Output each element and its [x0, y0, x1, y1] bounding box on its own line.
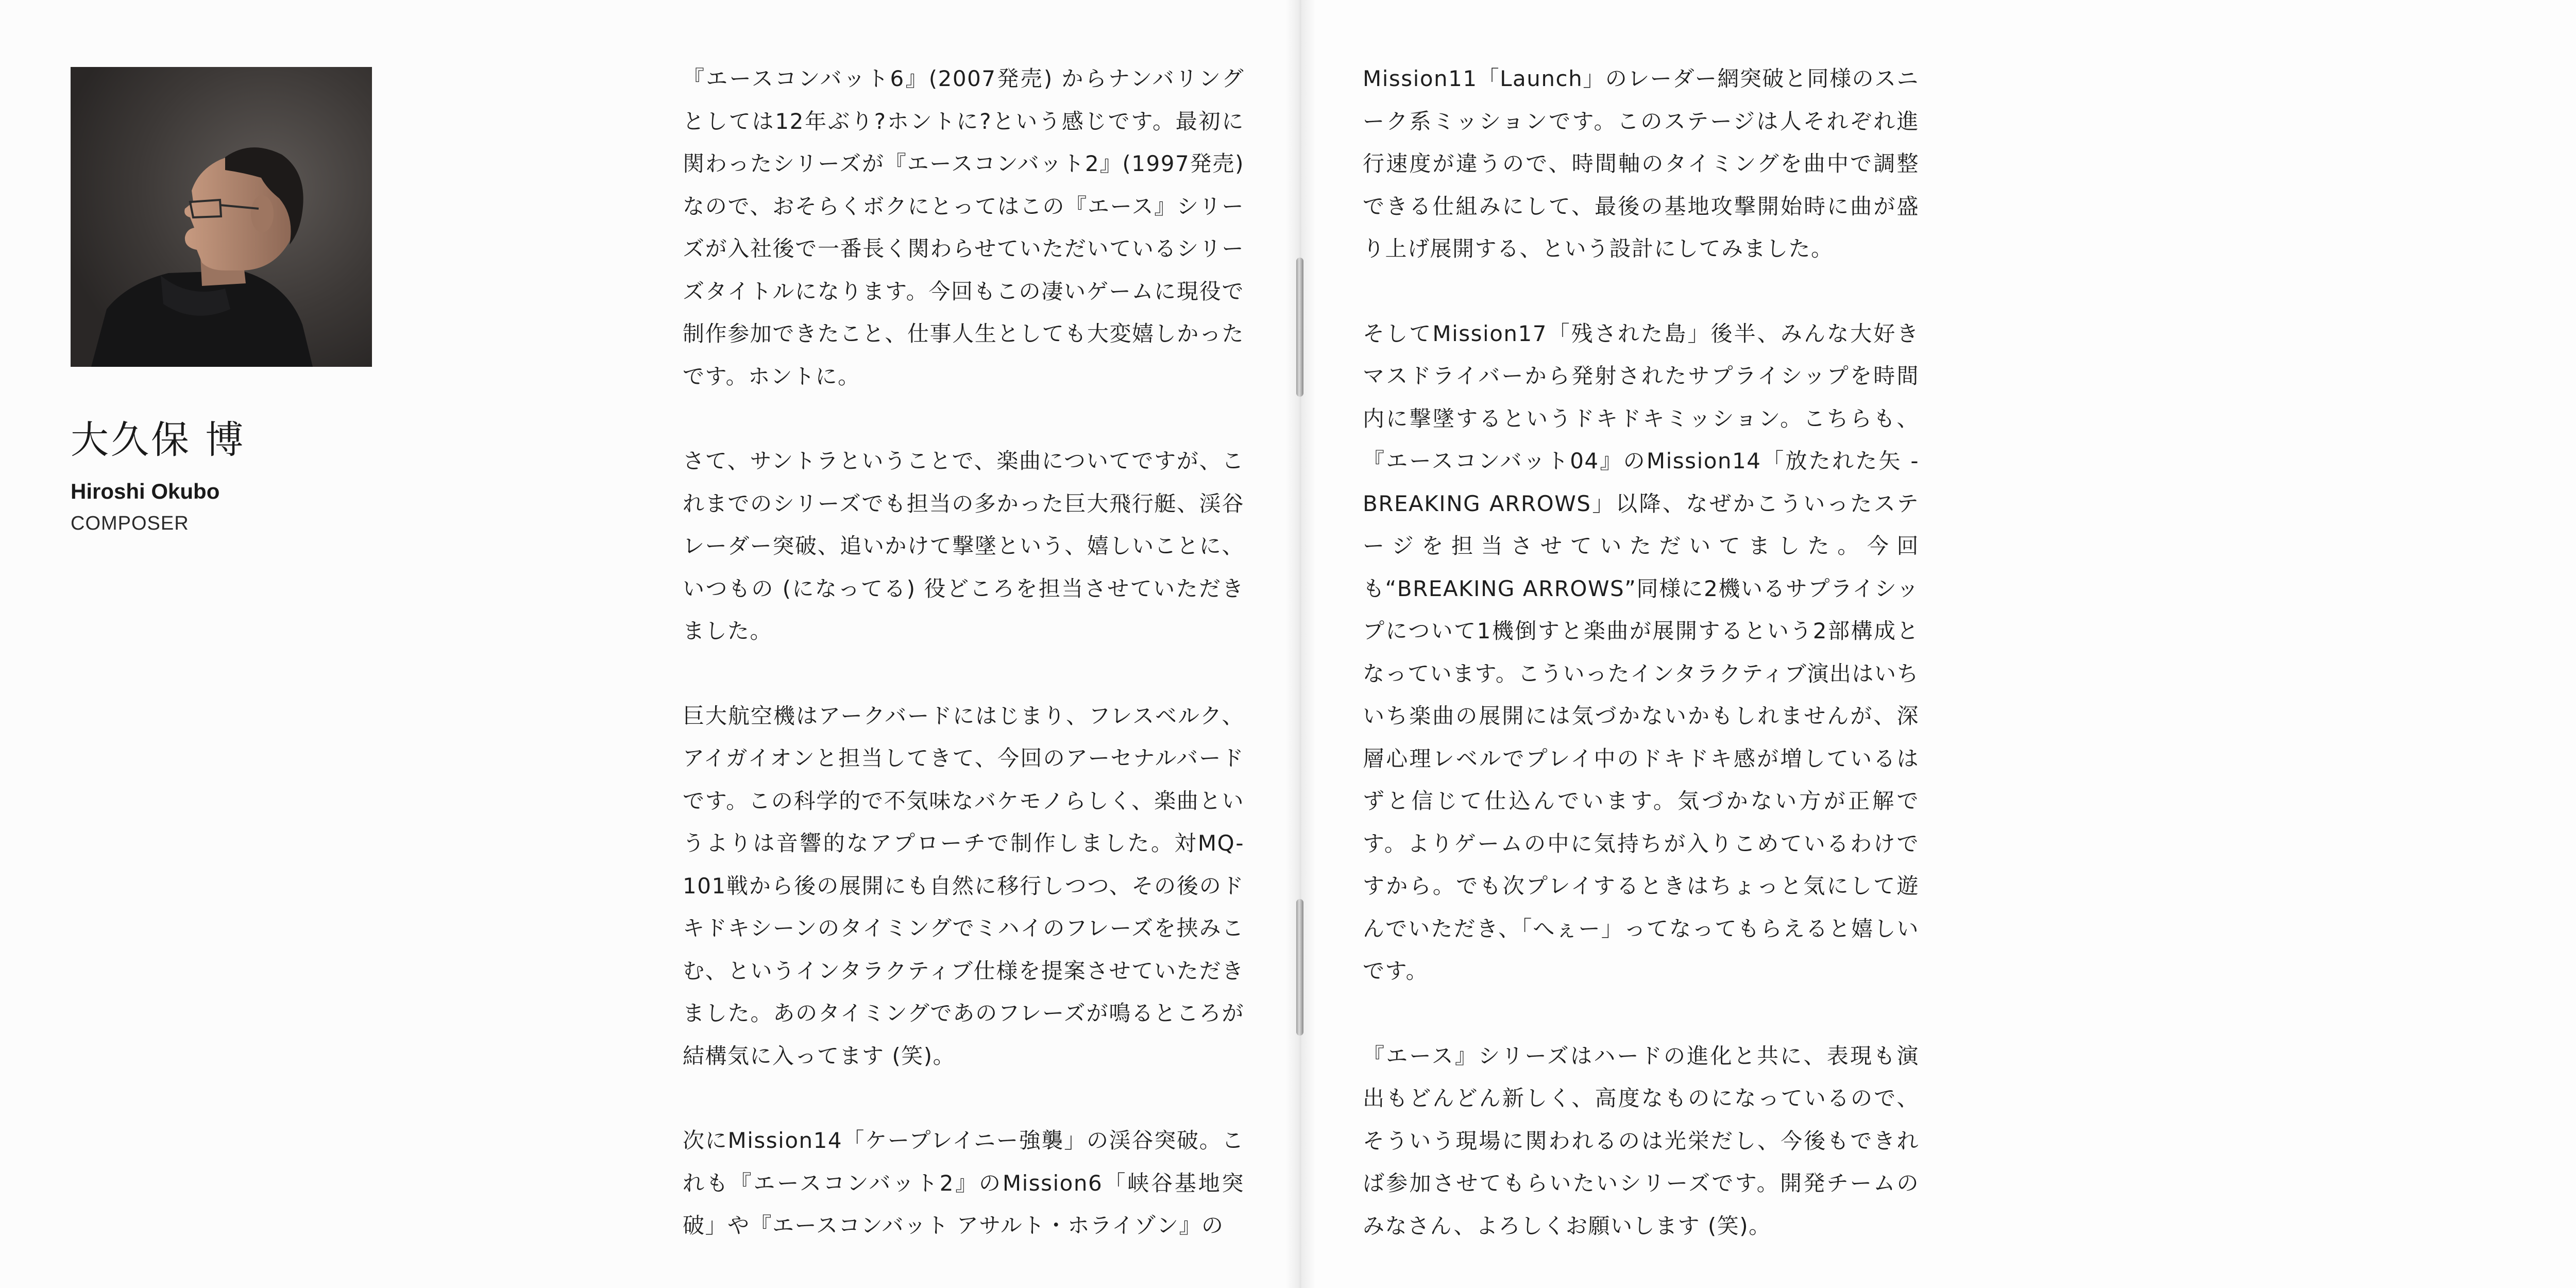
paragraph: 巨大航空機はアークバードにはじまり、フレスベルク、アイガイオンと担当してきて、今回のアーセナルバードです。この科学的で不気味なバケモノらしく、楽曲というよりは音響的なアプローチで制作しました。対MQ-101戦から後の展開にも自然に移行しつつ、その後のドキドキシーンのタイミングでミハイのフレーズを挟みこむ、というインタラクティブ仕様を提案させていただきました。あのタイミングであのフレーズが鳴るところが結構気に入ってます (笑)。: [683, 703, 1244, 1069]
staple-bottom: [1296, 899, 1303, 1036]
composer-name-japanese: 大久保 博: [71, 418, 246, 462]
booklet-gutter: [1286, 0, 1315, 1288]
paragraph: 『エース』シリーズはハードの進化と共に、表現も演出もどんどん新しく、高度なものになっているので、そういう現場に関われるのは光栄だし、今後もできれば参加させてもらいたいシリーズです。開発チームのみなさん、よろしくお願いします (笑)。: [1363, 1043, 1919, 1239]
composer-portrait-illustration: [71, 67, 372, 367]
composer-portrait: [71, 67, 372, 367]
paragraph: 次にMission14「ケープレイニー強襲」の渓谷突破。これも『エースコンバット2』のMission6「峡谷基地突破」や『エースコンバット アサルト・ホライゾン』の: [683, 1128, 1244, 1238]
paragraph: そしてMission17「残された島」後半、みんな大好きマスドライバーから発射されたサプライシップを時間内に撃墜するというドキドキミッション。こちらも、『エースコンバット04』のMission14「放たれた矢 -BREAKING ARROWS」以降、なぜかこういったステージを担当させていただいてました。今回も“BREAKING ARROWS”同様に2機いるサプライシップについて1機倒すと楽曲が展開するという2部構成となっています。こういったインタラクティブ演出はいちいち楽曲の展開には気づかないかもしれませんが、深層心理レベルでプレイ中のドキドキ感が増しているはずと信じて仕込んでいます。気づかない方が正解です。よりゲームの中に気持ちが入りこめているわけですから。でも次プレイするときはちょっと気にして遊んでいただき、「へぇー」ってなってもらえると嬉しいです。: [1363, 320, 1919, 984]
staple-top: [1296, 258, 1303, 397]
text-column-1: [683, 58, 1244, 1247]
paragraph: さて、サントラということで、楽曲についてですが、これまでのシリーズでも担当の多かった巨大飛行艇、渓谷レーダー突破、追いかけて撃墜という、嬉しいことに、いつもの (になってる) 役どころを担当させていただきました。: [683, 448, 1244, 643]
paragraph: 『エースコンバット6』(2007発売) からナンバリングとしては12年ぶり?ホントに?という感じです。最初に関わったシリーズが『エースコンバット2』(1997発売) なので、おそらくボクにとってはこの『エース』シリーズが入社後で一番長く関わらせていただいているシリーズタイトルになります。今回もこの凄いゲームに現役で制作参加できたこと、仕事人生としても大変嬉しかったです。ホントに。: [683, 66, 1244, 389]
paragraph: Mission11「Launch」のレーダー網突破と同様のスニーク系ミッションです。このステージは人それぞれ進行速度が違うので、時間軸のタイミングを曲中で調整できる仕組みにして、最後の基地攻撃開始時に曲が盛り上げ展開する、という設計にしてみました。: [1363, 66, 1919, 261]
text-column-2: [1363, 58, 1919, 1247]
composer-role: COMPOSER: [71, 513, 189, 534]
composer-name-english: Hiroshi Okubo: [71, 479, 220, 503]
